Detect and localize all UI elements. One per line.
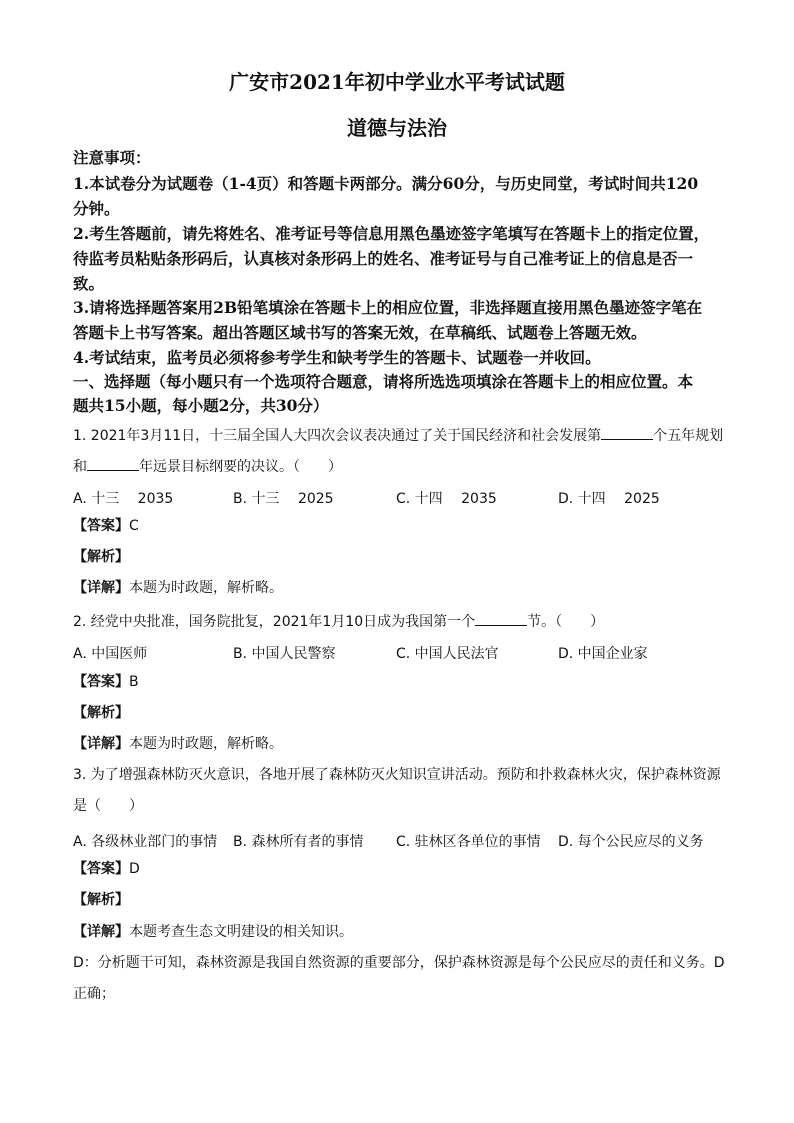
answer-value: D <box>129 861 140 877</box>
notice-line: 待监考员粘贴条形码后，认真核对条形码上的姓名、准考证号与自己准考证上的信息是否一 <box>73 249 694 268</box>
question-3-explanation-cont: 正确； <box>73 986 115 1002</box>
question-3-analysis <box>73 893 723 907</box>
analysis-label: 【解析】 <box>73 705 129 721</box>
question-1-part: 1. 2021年3月11日，十三届全国人大四次会议表决通过了关于国民经济和社会发展第 <box>73 428 602 444</box>
option-d: D. 十四 2025 <box>558 491 660 507</box>
question-2-text <box>73 613 723 629</box>
notice-line: 1.本试卷分为试题卷（1-4页）和答题卡两部分。满分60分，与历史同堂，考试时间共120 <box>73 174 699 193</box>
question-2-detail <box>73 737 723 751</box>
option-b: B. 十三 2025 <box>233 491 334 507</box>
answer-blank <box>601 427 653 440</box>
question-2-options <box>73 643 723 661</box>
section-heading-cont: 题共15小题，每小题2分，共30分） <box>73 396 329 415</box>
question-1-detail <box>73 581 723 595</box>
detail-label: 【详解】 <box>73 736 129 752</box>
analysis-label: 【解析】 <box>73 549 129 565</box>
question-2-part: 2. 经党中央批准，国务院批复，2021年1月10日成为我国第一个 <box>73 614 476 630</box>
question-3-answer <box>73 862 723 876</box>
question-1-text-cont <box>73 458 723 474</box>
question-3-options <box>73 831 723 849</box>
question-3-detail <box>73 925 723 939</box>
notice-line: 2.考生答题前，请先将姓名、准考证号等信息用黑色墨迹签字笔填写在答题卡上的指定位置， <box>73 224 710 243</box>
question-2-analysis <box>73 706 723 720</box>
notice-line: 分钟。 <box>73 199 120 218</box>
option-a: A. 十三 2035 <box>73 491 174 507</box>
option-b: B. 森林所有者的事情 <box>233 834 364 850</box>
option-b: B. 中国人民警察 <box>233 646 336 662</box>
notice-line: 3.请将选择题答案用2B铅笔填涂在答题卡上的相应位置，非选择题直接用黑色墨迹签字笔在 <box>73 298 703 317</box>
option-c: C. 驻林区各单位的事情 <box>396 834 541 850</box>
question-1-answer <box>73 519 723 533</box>
exam-subject: 道德与法治 <box>347 116 447 140</box>
question-1-part: 年远景目标纲要的决议。（ ） <box>139 459 342 475</box>
notice-line: 答题卡上书写答案。超出答题区域书写的答案无效，在草稿纸、试题卷上答题无效。 <box>73 323 647 342</box>
answer-value: B <box>129 674 139 690</box>
section-heading: 一、选择题（每小题只有一个选项符合题意，请将所选选项填涂在答题卡上的相应位置。本 <box>73 372 694 391</box>
answer-value: C <box>129 518 139 534</box>
detail-text: 本题为时政题，解析略。 <box>129 736 283 752</box>
question-2-part: 节。（ ） <box>527 614 605 630</box>
detail-label: 【详解】 <box>73 924 129 940</box>
question-3-explanation: D：分析题干可知，森林资源是我国自然资源的重要部分，保护森林资源是每个公民应尽的责任和义务。D <box>73 955 725 971</box>
option-d: D. 中国企业家 <box>558 646 648 662</box>
option-a: A. 中国医师 <box>73 646 148 662</box>
answer-label: 【答案】 <box>73 861 129 877</box>
notice-line: 致。 <box>73 274 105 293</box>
exam-title: 广安市2021年初中学业水平考试试题 <box>229 70 565 94</box>
question-2-answer <box>73 675 723 689</box>
question-1-part: 和 <box>73 459 87 475</box>
analysis-label: 【解析】 <box>73 892 129 908</box>
answer-label: 【答案】 <box>73 674 129 690</box>
option-a: A. 各级林业部门的事情 <box>73 834 218 850</box>
question-1-part: 个五年规划 <box>653 428 724 444</box>
question-3-text: 3. 为了增强森林防灭火意识，各地开展了森林防灭火知识宣讲活动。预防和扑救森林火灾，保护森林资源 <box>73 767 721 783</box>
question-1-options <box>73 488 723 506</box>
detail-text: 本题为时政题，解析略。 <box>129 580 283 596</box>
question-3-text-cont: 是（ ） <box>73 798 143 814</box>
answer-label: 【答案】 <box>73 518 129 534</box>
question-1-text <box>73 427 723 443</box>
detail-label: 【详解】 <box>73 580 129 596</box>
detail-text: 本题考查生态文明建设的相关知识。 <box>129 924 353 940</box>
answer-blank <box>475 613 527 626</box>
option-c: C. 中国人民法官 <box>396 646 499 662</box>
notice-heading: 注意事项： <box>73 148 151 167</box>
notice-line: 4.考试结束，监考员必须将参考学生和缺考学生的答题卡、试题卷一并收回。 <box>73 348 601 367</box>
answer-blank <box>87 458 139 471</box>
question-1-analysis <box>73 550 723 564</box>
option-d: D. 每个公民应尽的义务 <box>558 834 704 850</box>
option-c: C. 十四 2035 <box>396 491 497 507</box>
